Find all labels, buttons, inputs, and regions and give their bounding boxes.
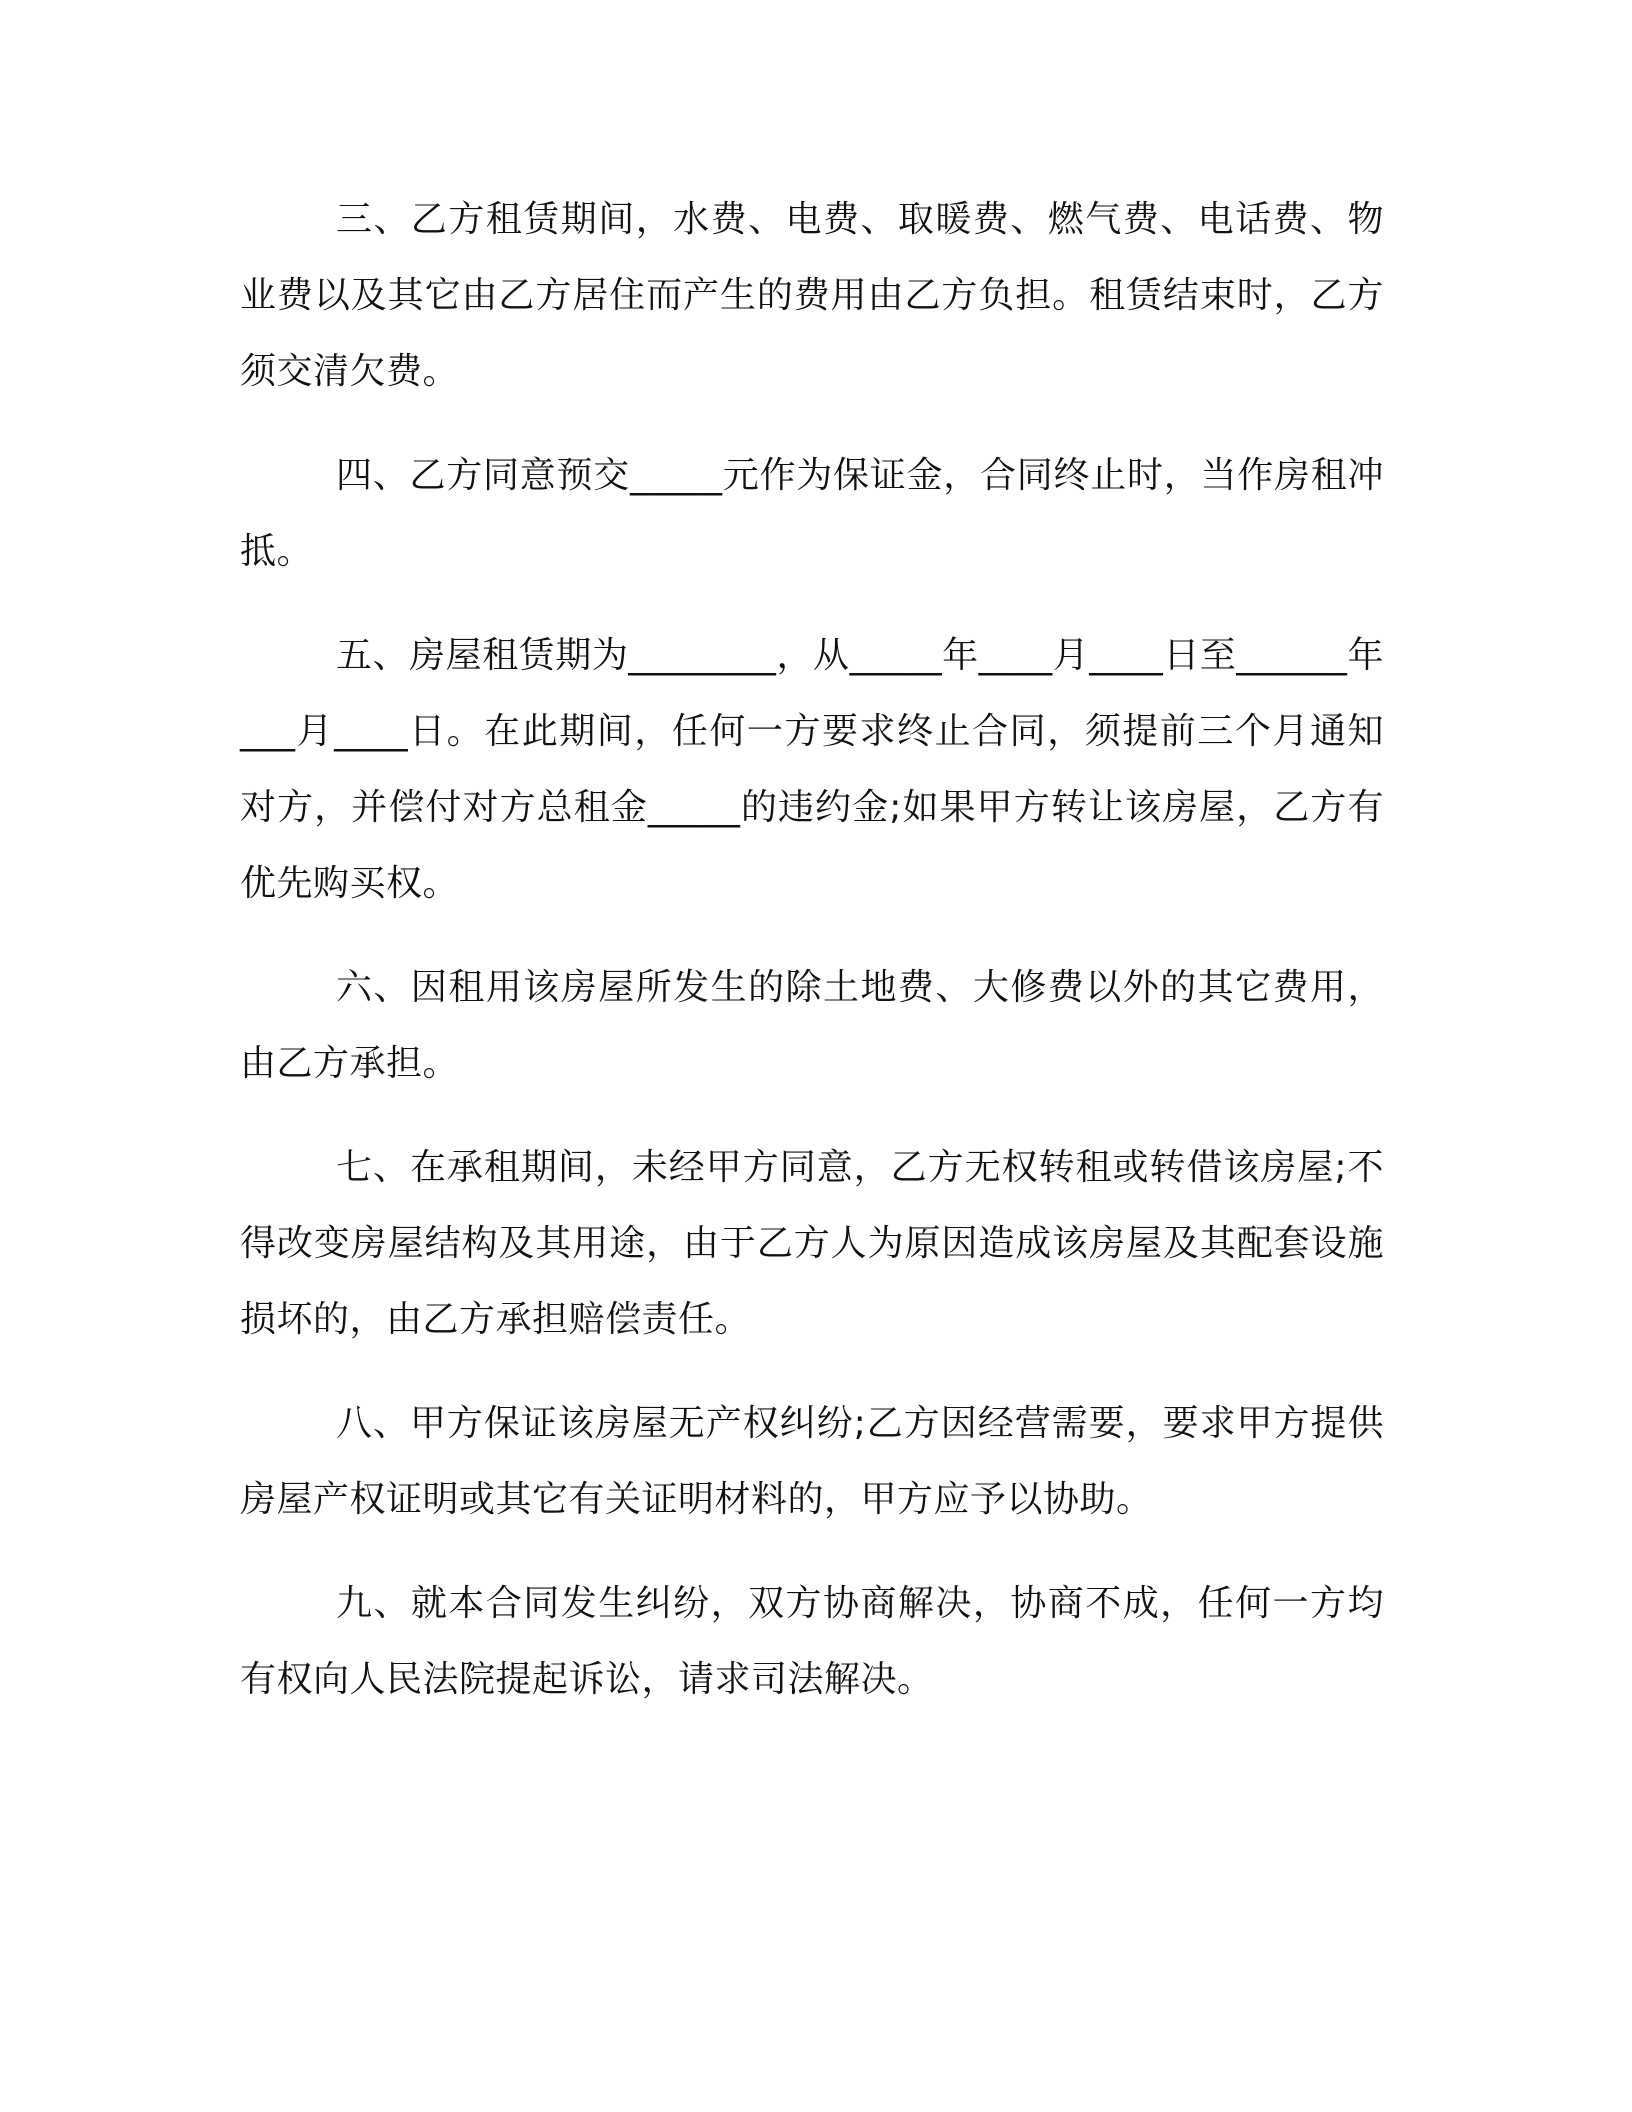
clause-3-utilities: 三、乙方租赁期间，水费、电费、取暖费、燃气费、电话费、物业费以及其它由乙方居住而产生的费用由乙方负担。租赁结束时，乙方须交清欠费。 bbox=[240, 199, 1384, 392]
clause-9-disputes: 九、就本合同发生纠纷，双方协商解决，协商不成，任何一方均有权向人民法院提起诉讼，请求司法解决。 bbox=[240, 1583, 1384, 1700]
document-body bbox=[240, 182, 1384, 1718]
clause-8-property-rights: 八、甲方保证该房屋无产权纠纷;乙方因经营需要，要求甲方提供房屋产权证明或其它有关证明材料的，甲方应予以协助。 bbox=[240, 1403, 1384, 1520]
clause-5-lease-term: 五、房屋租赁期为________，从_____年____月____日至______年___月____日。在此期间，任何一方要求终止合同，须提前三个月通知对方，并偿付对方总租金_____的违约金;如果甲方转让该房屋，乙方有优先购买权。 bbox=[240, 635, 1384, 904]
clause-7-sublease: 七、在承租期间，未经甲方同意，乙方无权转租或转借该房屋;不得改变房屋结构及其用途，由于乙方人为原因造成该房屋及其配套设施损坏的，由乙方承担赔偿责任。 bbox=[240, 1147, 1384, 1340]
clause-4-deposit: 四、乙方同意预交_____元作为保证金，合同终止时，当作房租冲抵。 bbox=[240, 455, 1384, 572]
clause-6-other-fees: 六、因租用该房屋所发生的除土地费、大修费以外的其它费用，由乙方承担。 bbox=[240, 967, 1384, 1084]
